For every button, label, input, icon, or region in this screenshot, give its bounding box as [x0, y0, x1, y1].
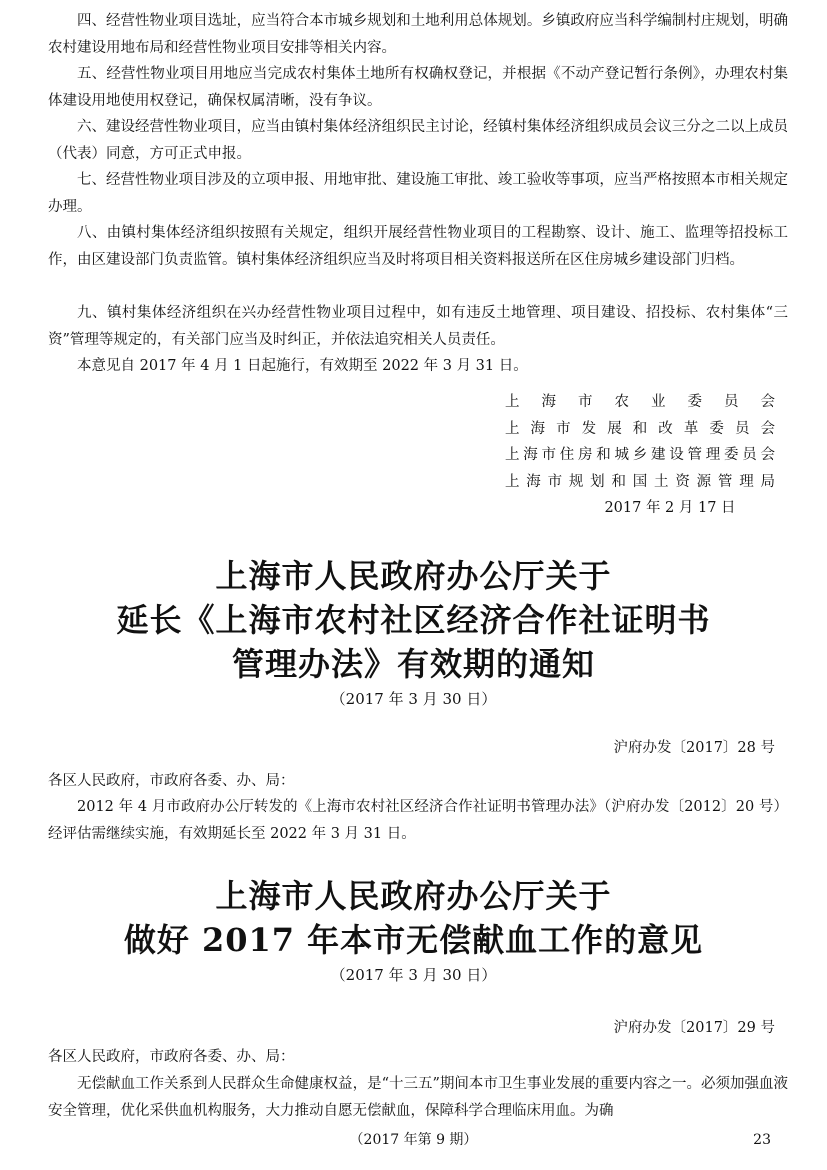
issue-label: （2017 年第 9 期）: [349, 1132, 478, 1148]
effective-date-paragraph: 本意见自 2017 年 4 月 1 日起施行，有效期至 2022 年 3 月 31 日。: [77, 358, 528, 374]
paragraph-item-6: 六、建设经营性物业项目，应当由镇村集体经济组织民主讨论，经镇村集体经济组织成员会议三分之二以上成员（代表）同意，方可正式申报。: [48, 119, 788, 162]
document-number: 沪府办发〔2017〕28 号: [613, 740, 775, 756]
paragraph-item-8: 八、由镇村集体经济组织按照有关规定，组织开展经营性物业项目的工程勘察、设计、施工、监理等招投标工作，由区建设部门负责监管。镇村集体经济组织应当及时将项目相关资料报送所在区住房城乡建设部门归档。: [48, 225, 788, 268]
signature-date: 2017 年 2 月 17 日: [604, 500, 736, 516]
notice-date: （2017 年 3 月 30 日）: [330, 966, 497, 984]
signatory-line: 上海市住房和城乡建设管理委员会: [505, 447, 775, 463]
notice-body-paragraph: 2012 年 4 月市政府办公厅转发的《上海市农村社区经济合作社证明书管理办法》（沪府办发〔2012〕20 号）经评估需继续实施，有效期延长至 2022 年 3 月 31 日。: [48, 799, 788, 842]
paragraph-item-4: 四、经营性物业项目选址，应当符合本市城乡规划和土地利用总体规划。乡镇政府应当科学编制村庄规划，明确农村建设用地布局和经营性物业项目安排等相关内容。: [48, 13, 788, 56]
signatory-line: 上海市农业委员会: [505, 394, 775, 410]
addressee-line: 各区人民政府，市政府各委、办、局：: [48, 773, 295, 789]
notice-body-paragraph: 无偿献血工作关系到人民群众生命健康权益，是“十三五”期间本市卫生事业发展的重要内容之一。必须加强血液安全管理，优化采供血机构服务，大力推动自愿无偿献血，保障科学合理临床用血。为确: [48, 1076, 788, 1119]
signatory-block: [505, 389, 775, 522]
document-number: 沪府办发〔2017〕29 号: [613, 1020, 775, 1036]
paragraph-item-7: 七、经营性物业项目涉及的立项申报、用地审批、建设施工审批、竣工验收等事项，应当严格按照本市相关规定办理。: [48, 172, 788, 215]
addressee-line: 各区人民政府，市政府各委、办、局：: [48, 1049, 295, 1065]
signatory-line: 上海市规划和国土资源管理局: [505, 473, 775, 490]
paragraph-item-5: 五、经营性物业项目用地应当完成农村集体土地所有权确权登记，并根据《不动产登记暂行条例》，办理农村集体建设用地使用权登记，确保权属清晰，没有争议。: [48, 66, 788, 109]
page-number: 23: [753, 1132, 771, 1148]
notice-title-line: 做好 2017 年本市无偿献血工作的意见: [123, 921, 704, 959]
notice-title-line: 延长《上海市农村社区经济合作社证明书: [116, 601, 711, 639]
notice-title-line: 上海市人民政府办公厅关于: [215, 557, 612, 595]
notice-date: （2017 年 3 月 30 日）: [330, 690, 497, 708]
notice-title-line: 上海市人民政府办公厅关于: [215, 877, 612, 915]
notice-title-line: 管理办法》有效期的通知: [231, 645, 595, 683]
signatory-line: 上海市发展和改革委员会: [505, 420, 775, 437]
paragraph-item-9: 九、镇村集体经济组织在兴办经营性物业项目过程中，如有违反土地管理、项目建设、招投标、农村集体“三资”管理等规定的，有关部门应当及时纠正，并依法追究相关人员责任。: [48, 305, 788, 348]
